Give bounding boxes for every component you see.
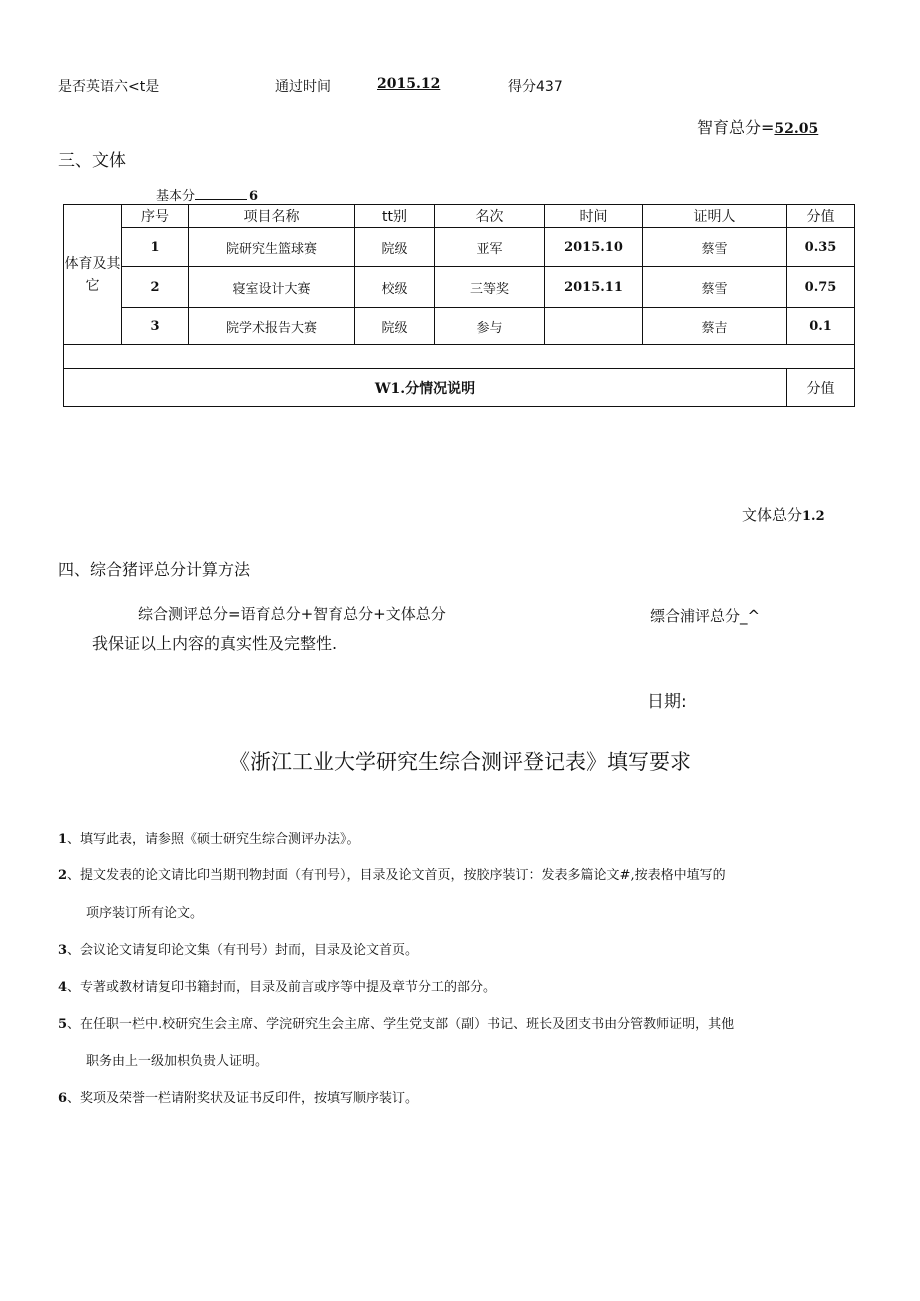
row-level: 校级 xyxy=(355,267,435,308)
row-name: 院学术报告大赛 xyxy=(189,308,355,345)
table-row xyxy=(64,308,855,345)
header-name: 项目名称 xyxy=(189,205,355,228)
table-row xyxy=(64,228,855,267)
total-formula: 综合测评总分=语育总分+智育总分+文体总分 xyxy=(138,605,446,623)
base-score-label: 基本分 xyxy=(156,189,196,204)
header-witness: 证明人 xyxy=(643,205,787,228)
pass-time-value: 2015.12 xyxy=(377,76,441,92)
row-witness: 蔡吉 xyxy=(643,308,787,345)
row-witness: 蔡雪 xyxy=(643,267,787,308)
requirement-item: 5、在任职一栏中.校研究生会主席、学浣研究生会主席、学生党支部（副）书记、班长及团支书由分管教师证明，其他 xyxy=(58,1017,735,1032)
row-rank: 亚军 xyxy=(435,228,545,267)
base-score-value: 6 xyxy=(249,189,259,204)
row-time: 2015.11 xyxy=(545,267,643,308)
requirement-item: 6、奖项及荣誉一栏请附奖状及证书反印件，按填写顺序装订。 xyxy=(58,1091,419,1106)
row-level: 院级 xyxy=(355,308,435,345)
requirement-item: 1、填写此表，请参照《硕士研究生综合测评办法》。 xyxy=(58,832,360,847)
row-score: 0.1 xyxy=(787,308,855,345)
base-score-blank xyxy=(195,187,247,200)
requirement-item-continued: 项序装订所有论文。 xyxy=(86,906,204,921)
english-score: 得分437 xyxy=(508,79,563,95)
section3-title: 三、文体 xyxy=(58,151,126,171)
row-name: 寝室设计大赛 xyxy=(189,267,355,308)
intellect-total-label: 智育总分= xyxy=(697,118,775,137)
requirement-item: 3、会议论文请复印论文集（有刊号）封而，目录及论文首页。 xyxy=(58,943,419,958)
table-blank-row xyxy=(64,345,855,369)
blank-cell xyxy=(64,345,855,369)
sports-activities-table xyxy=(63,204,855,407)
intellect-total xyxy=(697,115,818,138)
row-no: 1 xyxy=(122,228,189,267)
header-time: 时间 xyxy=(545,205,643,228)
header-rank: 名次 xyxy=(435,205,545,228)
intellect-total-value: 52.05 xyxy=(774,121,819,137)
sports-total-label: 文体总分 xyxy=(742,506,803,524)
requirements-title: 《浙江工业大学研究生综合测评登记表》填写要求 xyxy=(229,750,691,774)
requirement-item: 2、提文发表的论文请比印当期刊物封面（有刊号），目录及论文首页，按胶序装订：发表多篇论文#,按表格中埴写的 xyxy=(58,868,726,883)
row-no: 2 xyxy=(122,267,189,308)
footer-description: W1.分情况说明 xyxy=(64,369,787,407)
pass-time-label: 通过时间 xyxy=(275,79,331,95)
category-cell: 体育及其它 xyxy=(64,205,122,345)
row-rank: 三等奖 xyxy=(435,267,545,308)
sports-total xyxy=(742,504,825,525)
row-score: 0.35 xyxy=(787,228,855,267)
requirement-item-continued: 职务由上一级加枳负贵人证明。 xyxy=(86,1054,269,1069)
date-label: 日期: xyxy=(647,692,687,712)
header-no: 序号 xyxy=(122,205,189,228)
row-level: 院级 xyxy=(355,228,435,267)
row-no: 3 xyxy=(122,308,189,345)
row-witness: 蔡雪 xyxy=(643,228,787,267)
row-score: 0.75 xyxy=(787,267,855,308)
table-header-row xyxy=(64,205,855,228)
header-score: 分值 xyxy=(787,205,855,228)
base-score xyxy=(156,185,258,204)
row-rank: 参与 xyxy=(435,308,545,345)
row-time: 2015.10 xyxy=(545,228,643,267)
row-name: 院研究生篮球赛 xyxy=(189,228,355,267)
table-footer-row xyxy=(64,369,855,407)
requirement-item: 4、专著或教材请复印书籍封而，目录及前言或序等中提及章节分工的部分。 xyxy=(58,980,497,995)
table-row xyxy=(64,267,855,308)
sports-total-value: 1.2 xyxy=(802,509,825,524)
footer-score-header: 分值 xyxy=(787,369,855,407)
row-time xyxy=(545,308,643,345)
header-level: tt别 xyxy=(355,205,435,228)
section4-title: 四、综合猪评总分计算方法 xyxy=(58,560,251,579)
pledge-statement: 我保证以上内容的真实性及完整性. xyxy=(92,634,338,653)
english-cet6-status: 是否英语六<t是 xyxy=(58,79,160,95)
comprehensive-total: 缥合浦评总分_^ xyxy=(650,607,761,625)
